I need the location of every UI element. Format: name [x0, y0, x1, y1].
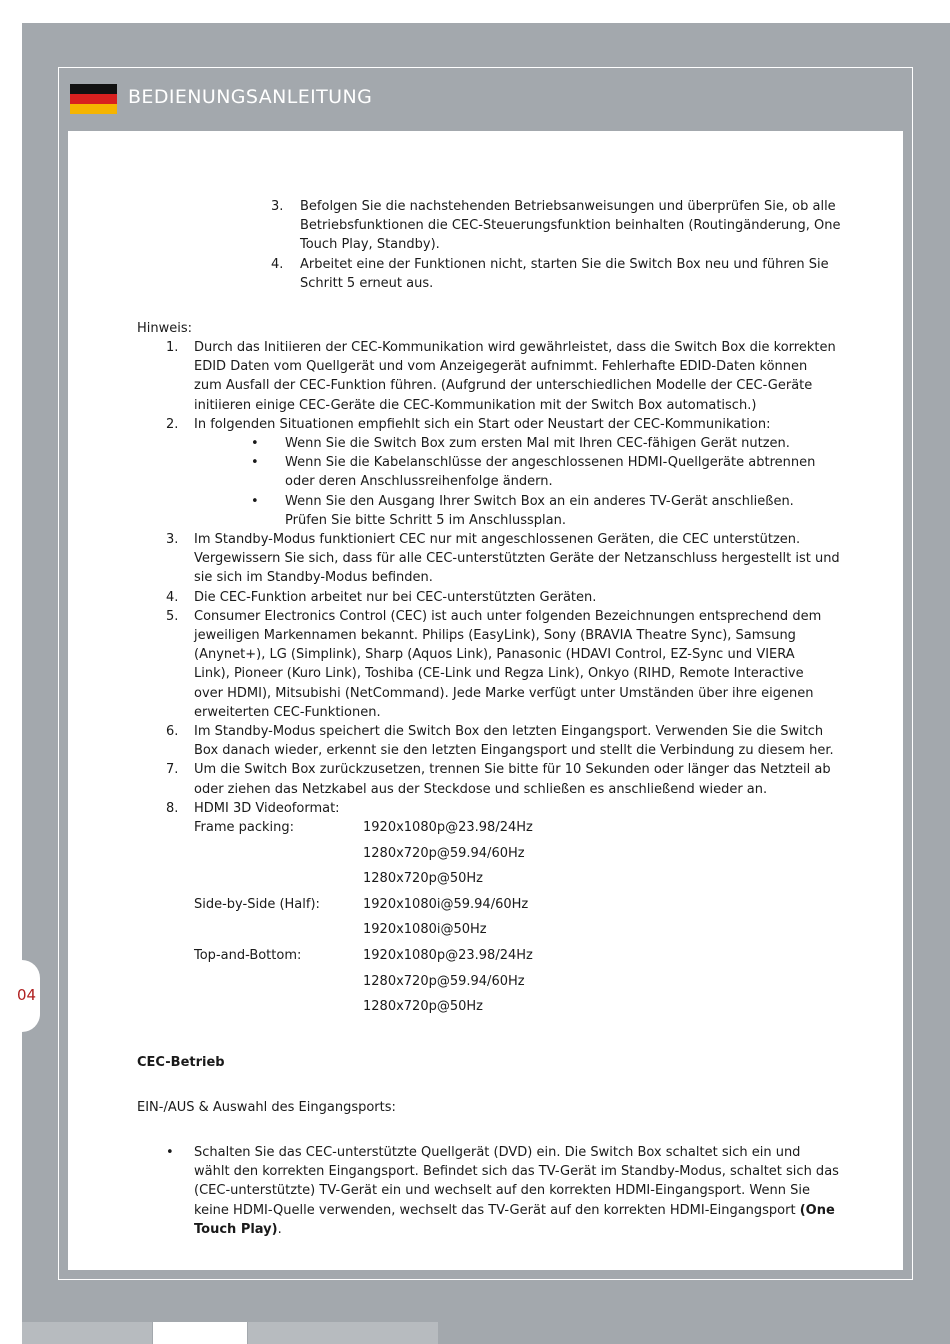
note-line: over HDMI), Mitsubishi (NetCommand). Jede Marke verfügt unter Umständen über ihre eigenen: [194, 685, 814, 701]
bottom-strip: [22, 1322, 950, 1344]
situation-line: Prüfen Sie bitte Schritt 5 im Anschlussplan.: [285, 512, 566, 528]
format-value: 1920x1080p@23.98/24Hz: [363, 948, 533, 963]
note-marker: 1.: [166, 340, 179, 355]
hinweis-label: Hinweis:: [137, 321, 193, 336]
step-line: Arbeitet eine der Funktionen nicht, starten Sie die Switch Box neu und führen Sie: [300, 256, 829, 272]
note-line: Im Standby-Modus funktioniert CEC nur mit angeschlossenen Geräten, die CEC unterstützen.: [194, 532, 801, 547]
step-marker: 4.: [271, 256, 284, 272]
cec-line: [194, 1201, 835, 1220]
cec-line: wählt den korrekten Eingangsport. Befindet sich das TV-Gerät im Standby-Modus, schaltet sich das: [194, 1164, 839, 1180]
note-marker: 2.: [166, 416, 179, 432]
situation-bullet: •: [251, 455, 259, 471]
step-line: Touch Play, Standby).: [300, 237, 440, 253]
cec-bullet: •: [166, 1145, 174, 1160]
note-marker: 7.: [166, 762, 179, 778]
note-line: Die CEC-Funktion arbeitet nur bei CEC-unterstützten Geräten.: [194, 589, 597, 605]
note-line: Link), Pioneer (Kuro Link), Toshiba (CE-Link und Regza Link), Onkyo (RIHD, Remote Interactive: [194, 666, 804, 682]
cec-line-text: keine HDMI-Quelle verwenden, wechselt das TV-Gerät auf den korrekten HDMI-Eingangsport: [194, 1202, 800, 1218]
note-line: In folgenden Situationen empfiehlt sich ein Start oder Neustart der CEC-Kommunikation:: [194, 416, 771, 432]
step-line: Betriebsfunktionen die CEC-Steuerungsfunktion beinhalten (Routingänderung, One: [300, 218, 841, 234]
step-line: Befolgen Sie die nachstehenden Betriebsanweisungen und überprüfen Sie, ob alle: [300, 199, 836, 214]
one-touch-play-label: Touch Play): [194, 1221, 278, 1237]
cec-line-end: .: [277, 1221, 282, 1237]
format-value: 1920x1080p@23.98/24Hz: [363, 820, 533, 835]
german-flag-icon: [70, 84, 117, 114]
note-line: initiieren einige CEC-Geräte die CEC-Kommunikation mit der Switch Box automatisch.): [194, 397, 757, 413]
note-marker: 6.: [166, 724, 179, 739]
step-line: Schritt 5 erneut aus.: [300, 275, 434, 291]
situation-bullet: •: [251, 436, 259, 451]
format-label: Top-and-Bottom:: [194, 948, 302, 963]
note-line: Vergewissern Sie sich, dass für alle CEC-unterstützten Geräte der Netzanschluss hergestellt ist und: [194, 551, 840, 567]
format-value: 1280x720p@50Hz: [363, 999, 483, 1015]
note-line: (Anynet+), LG (Simplink), Sharp (Aquos Link), Panasonic (HDAVI Control, EZ-Sync und VIERA: [194, 647, 795, 663]
note-line: sie sich im Standby-Modus befinden.: [194, 570, 433, 586]
note-line: zum Ausfall der CEC-Funktion führen. (Aufgrund der unterschiedlichen Modelle der CEC-Geräte: [194, 378, 813, 394]
cec-heading: CEC-Betrieb: [137, 1055, 225, 1070]
note-marker: 8.: [166, 800, 179, 816]
situation-line: Wenn Sie die Kabelanschlüsse der angeschlossenen HDMI-Quellgeräte abtrennen: [285, 455, 816, 471]
page-number: 04: [17, 986, 37, 1004]
format-value: 1280x720p@50Hz: [363, 871, 483, 887]
cec-line: Schalten Sie das CEC-unterstützte Quellgerät (DVD) ein. Die Switch Box schaltet sich ein und: [194, 1145, 801, 1160]
note-line: jeweiligen Markennamen bekannt. Philips (EasyLink), Sony (BRAVIA Theatre Sync), Samsung: [194, 628, 796, 643]
note-marker: 3.: [166, 532, 179, 547]
situation-line: Wenn Sie die Switch Box zum ersten Mal mit Ihren CEC-fähigen Gerät nutzen.: [285, 436, 790, 451]
note-line: EDID Daten vom Quellgerät und vom Anzeigegerät aufnimmt. Fehlerhafte EDID-Daten können: [194, 359, 808, 375]
note-line: Um die Switch Box zurückzusetzen, trennen Sie bitte für 10 Sekunden oder länger das Netzteil ab: [194, 762, 831, 778]
format-value: 1920x1080i@59.94/60Hz: [363, 896, 529, 912]
note-line: Consumer Electronics Control (CEC) ist auch unter folgenden Bezeichnungen entsprechend dem: [194, 608, 822, 624]
note-line: Box danach wieder, erkennt sie den letzten Eingangsport und stellt die Verbindung zu diesem her.: [194, 743, 834, 759]
note-line: HDMI 3D Videoformat:: [194, 800, 340, 816]
situation-line: oder deren Anschlussreihenfolge ändern.: [285, 474, 553, 490]
situation-bullet: •: [251, 493, 259, 509]
cec-line: [194, 1220, 282, 1239]
step-marker: 3.: [271, 199, 284, 214]
cec-subheading: EIN-/AUS & Auswahl des Eingangsports:: [137, 1100, 396, 1115]
situation-line: Wenn Sie den Ausgang Ihrer Switch Box an ein anderes TV-Gerät anschließen.: [285, 493, 794, 509]
cec-line: (CEC-unterstützte) TV-Gerät ein und wechselt auf den korrekten HDMI-Eingangsport. Wenn Sie: [194, 1183, 810, 1199]
format-label: Side-by-Side (Half):: [194, 896, 320, 912]
format-label: Frame packing:: [194, 820, 295, 835]
format-value: 1280x720p@59.94/60Hz: [363, 973, 525, 989]
note-marker: 5.: [166, 608, 179, 624]
format-value: 1920x1080i@50Hz: [363, 922, 487, 938]
note-line: erweiterten CEC-Funktionen.: [194, 704, 381, 720]
note-line: oder ziehen das Netzkabel aus der Steckdose und schließen es anschließend wieder an.: [194, 781, 768, 797]
header-title: BEDIENUNGSANLEITUNG: [128, 86, 373, 108]
format-value: 1280x720p@59.94/60Hz: [363, 845, 525, 861]
note-line: Durch das Initiieren der CEC-Kommunikation wird gewährleistet, dass die Switch Box die korrekten: [194, 340, 836, 355]
one-touch-play-label: (One: [799, 1202, 835, 1218]
note-line: Im Standby-Modus speichert die Switch Box den letzten Eingangsport. Verwenden Sie die Switch: [194, 724, 824, 739]
note-marker: 4.: [166, 589, 179, 605]
